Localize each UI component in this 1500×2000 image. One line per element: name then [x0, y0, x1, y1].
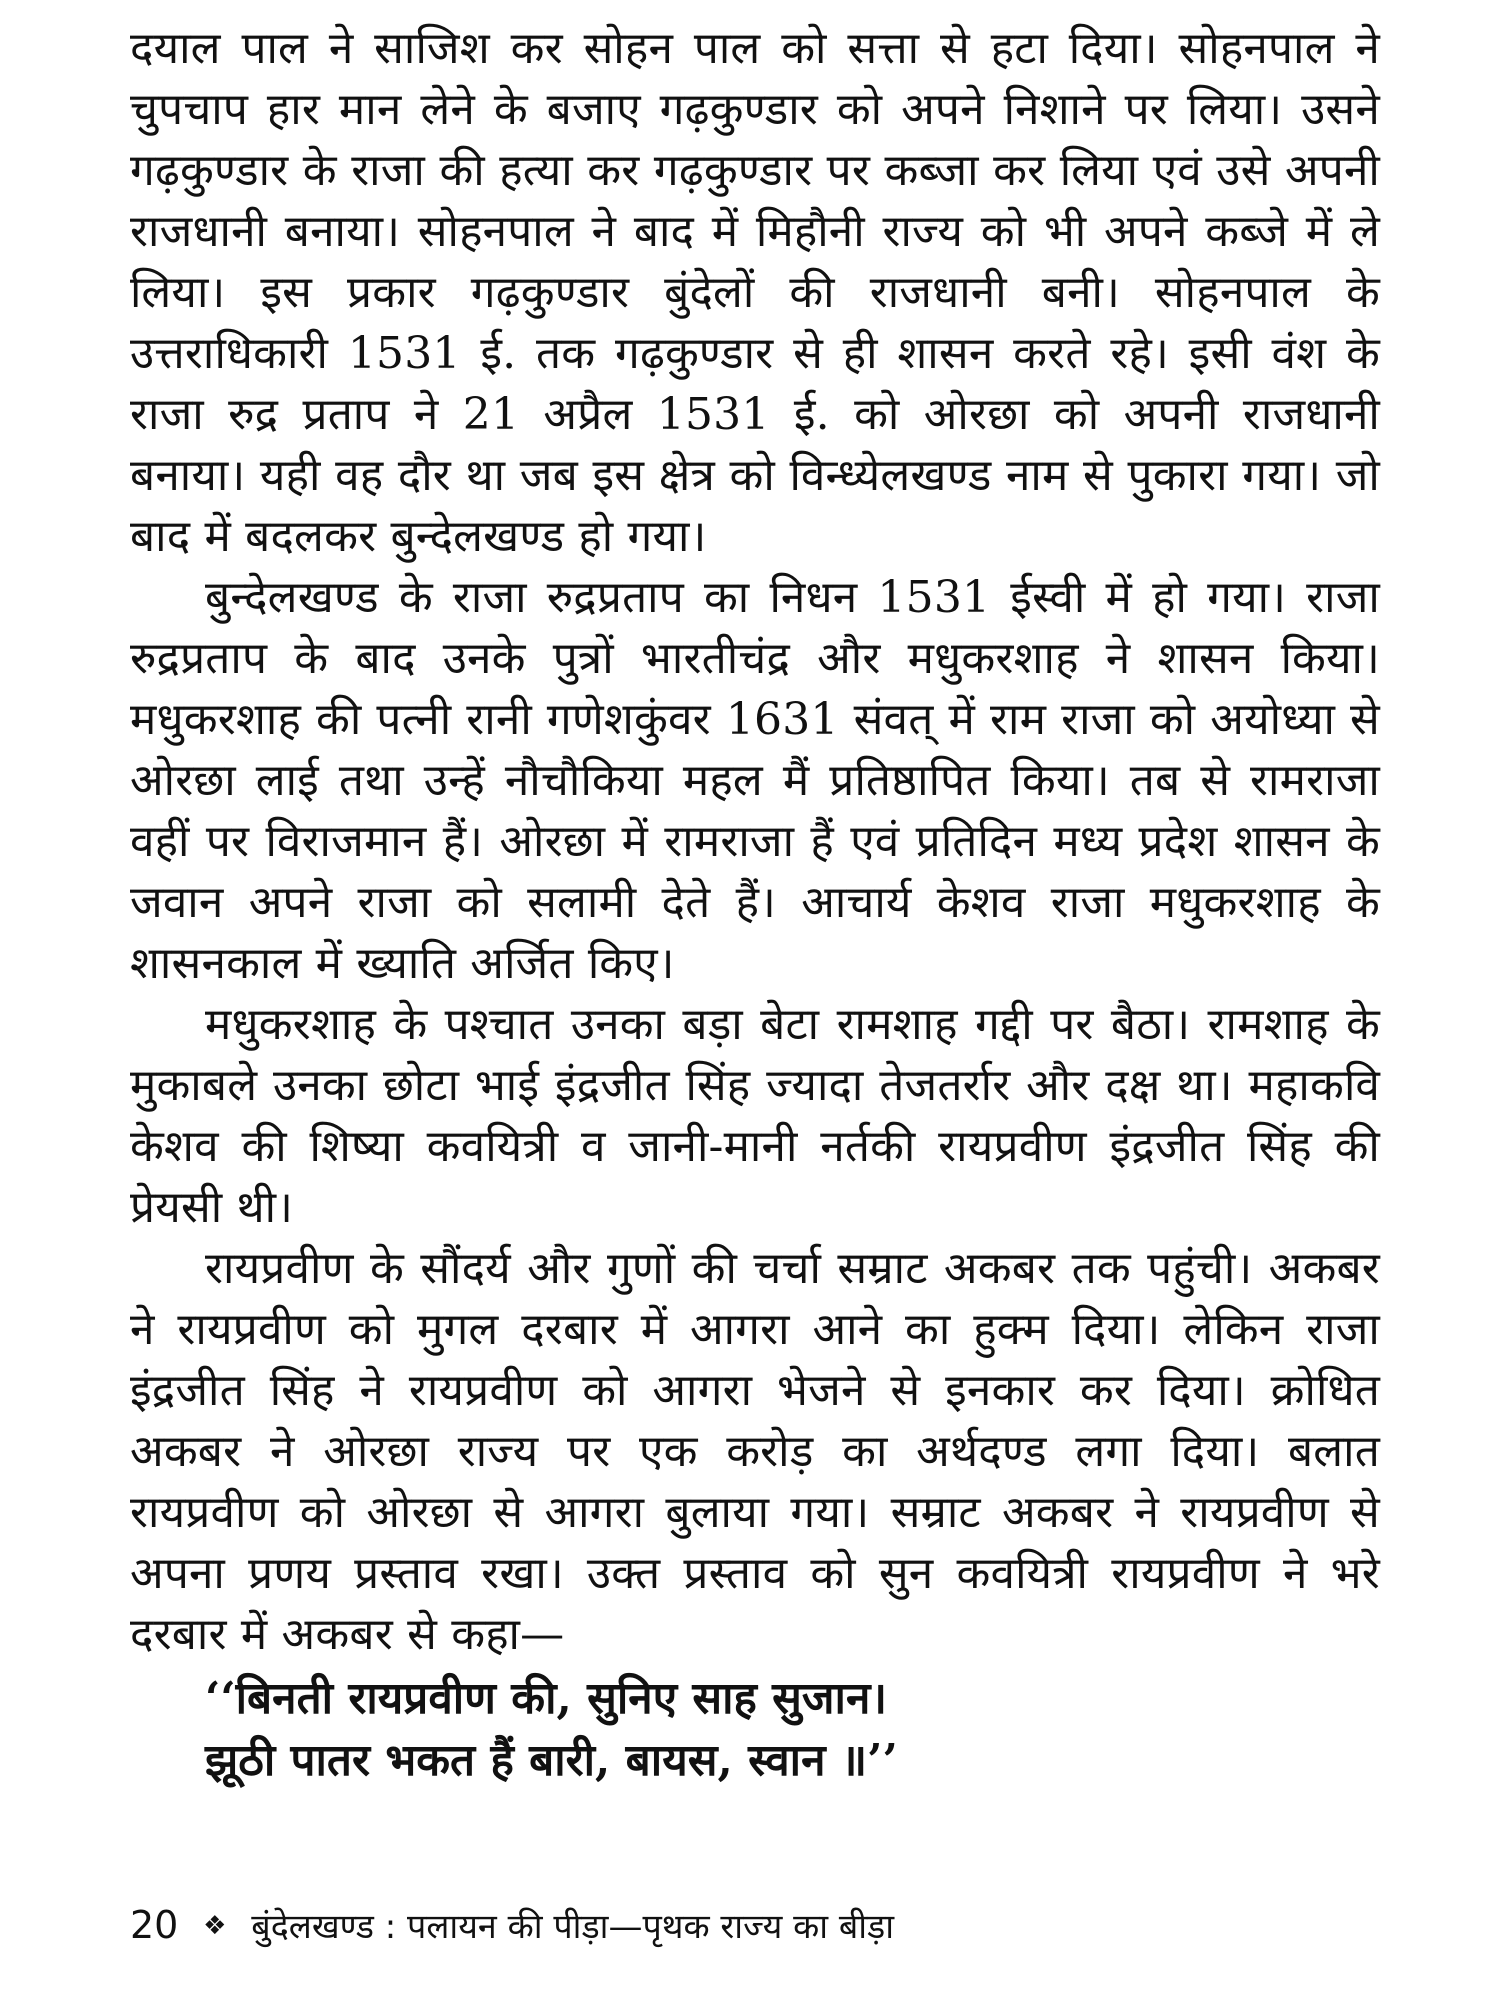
- verse-line-2: झूठी पातर भकत हैं बारी, बायस, स्वान ॥’’: [205, 1735, 898, 1786]
- page-footer: [130, 1903, 894, 1949]
- ornament-icon: ❖: [203, 1911, 227, 1941]
- paragraph-2: बुन्देलखण्ड के राजा रुद्रप्रताप का निधन 1531 ईस्वी में हो गया। राजा रुद्रप्रताप के बाद उनके पुत्रों भारतीचंद्र और मधुकरशाह ने शासन किया। मधुकरशाह की पत्नी रानी गणेशकुंवर 1631 संवत् में राम राजा को अयोध्या से ओरछा लाई तथा उन्हें नौचौकिया महल मैं प्रतिष्ठापित किया। तब से रामराजा वहीं पर विराजमान हैं। ओरछा में रामराजा हैं एवं प्रतिदिन मध्य प्रदेश शासन के जवान अपने राजा को सलामी देते हैं। आचार्य केशव राजा मधुकरशाह के शासनकाल में ख्याति अर्जित किए।: [130, 572, 1380, 989]
- paragraph-1: दयाल पाल ने साजिश कर सोहन पाल को सत्ता से हटा दिया। सोहनपाल ने चुपचाप हार मान लेने के बजाए गढ़कुण्डार को अपने निशाने पर लिया। उसने गढ़कुण्डार के राजा की हत्या कर गढ़कुण्डार पर कब्जा कर लिया एवं उसे अपनी राजधानी बनाया। सोहनपाल ने बाद में मिहौनी राज्य को भी अपने कब्जे में ले लिया। इस प्रकार गढ़कुण्डार बुंदेलों की राजधानी बनी। सोहनपाल के उत्तराधिकारी 1531 ई. तक गढ़कुण्डार से ही शासन करते रहे। इसी वंश के राजा रुद्र प्रताप ने 21 अप्रैल 1531 ई. को ओरछा को अपनी राजधानी बनाया। यही वह दौर था जब इस क्षेत्र को विन्ध्येलखण्ड नाम से पुकारा गया। जो बाद में बदलकर बुन्देलखण्ड हो गया।: [130, 23, 1380, 562]
- paragraph-4: रायप्रवीण के सौंदर्य और गुणों की चर्चा सम्राट अकबर तक पहुंची। अकबर ने रायप्रवीण को मुगल दरबार में आगरा आने का हुक्म दिया। लेकिन राजा इंद्रजीत सिंह ने रायप्रवीण को आगरा भेजने से इनकार कर दिया। क्रोधित अकबर ने ओरछा राज्य पर एक करोड़ का अर्थदण्ड लगा दिया। बलात रायप्रवीण को ओरछा से आगरा बुलाया गया। सम्राट अकबर ने रायप्रवीण से अपना प्रणय प्रस्ताव रखा। उक्त प्रस्ताव को सुन कवयित्री रायप्रवीण ने भरे दरबार में अकबर से कहा—: [130, 1243, 1380, 1660]
- page-number: 20: [130, 1903, 179, 1947]
- verse-line-1: ‘‘बिनती रायप्रवीण की, सुनिए साह सुजान।: [205, 1673, 888, 1724]
- book-page: [130, 18, 1380, 1958]
- verse-quote: [205, 1668, 1380, 1792]
- paragraph-3: मधुकरशाह के पश्चात उनका बड़ा बेटा रामशाह गद्दी पर बैठा। रामशाह के मुकाबले उनका छोटा भाई इंद्रजीत सिंह ज्यादा तेजतर्रार और दक्ष था। महाकवि केशव की शिष्या कवयित्री व जानी-मानी नर्तकी रायप्रवीण इंद्रजीत सिंह की प्रेयसी थी।: [130, 999, 1380, 1233]
- running-title: बुंदेलखण्ड : पलायन की पीड़ा—पृथक राज्य का बीड़ा: [251, 1907, 895, 1947]
